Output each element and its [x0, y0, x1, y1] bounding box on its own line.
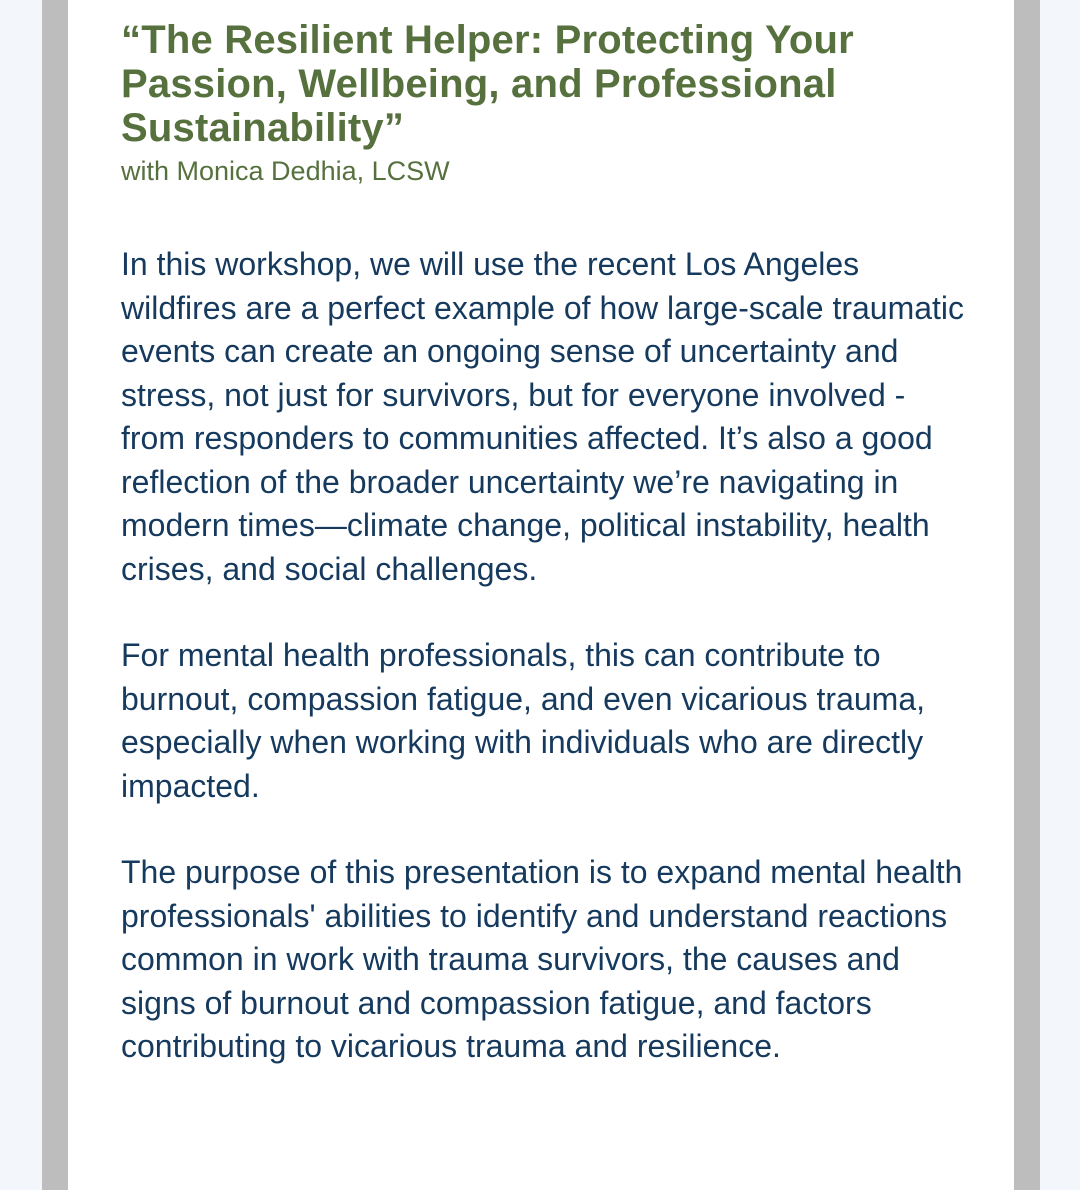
- document-title: “The Resilient Helper: Protecting Your Passion, Wellbeing, and Professional Sustainability”: [121, 18, 854, 150]
- right-border-rail: [1014, 0, 1040, 1190]
- document-content: [121, 18, 971, 1069]
- document-panel: [68, 0, 1014, 1190]
- left-border-rail: [42, 0, 68, 1190]
- right-gutter: [1040, 0, 1080, 1190]
- paragraph-burnout-impact: For mental health professionals, this can contribute to burnout, compassion fatigue, and even vicarious trauma, especially when working with individuals who are directly impacted.: [121, 637, 926, 804]
- paragraph-presentation-purpose: The purpose of this presentation is to expand mental health professionals' abilities to identify and understand reactions common in work with trauma survivors, the causes and signs of burnout and compassion fatigue, and factors contributing to vicarious trauma and resilience.: [121, 854, 963, 1064]
- presenter-line: with Monica Dedhia, LCSW: [121, 156, 450, 186]
- left-gutter: [0, 0, 42, 1190]
- paragraph-workshop-intro: In this workshop, we will use the recent Los Angeles wildfires are a perfect example of how large-scale traumatic events can create an ongoing sense of uncertainty and stress, not just for survivors, but for everyone involved - from responders to communities affected. It’s also a good reflection of the broader uncertainty we’re navigating in modern times—climate change, political instability, health crises, and social challenges.: [121, 246, 965, 587]
